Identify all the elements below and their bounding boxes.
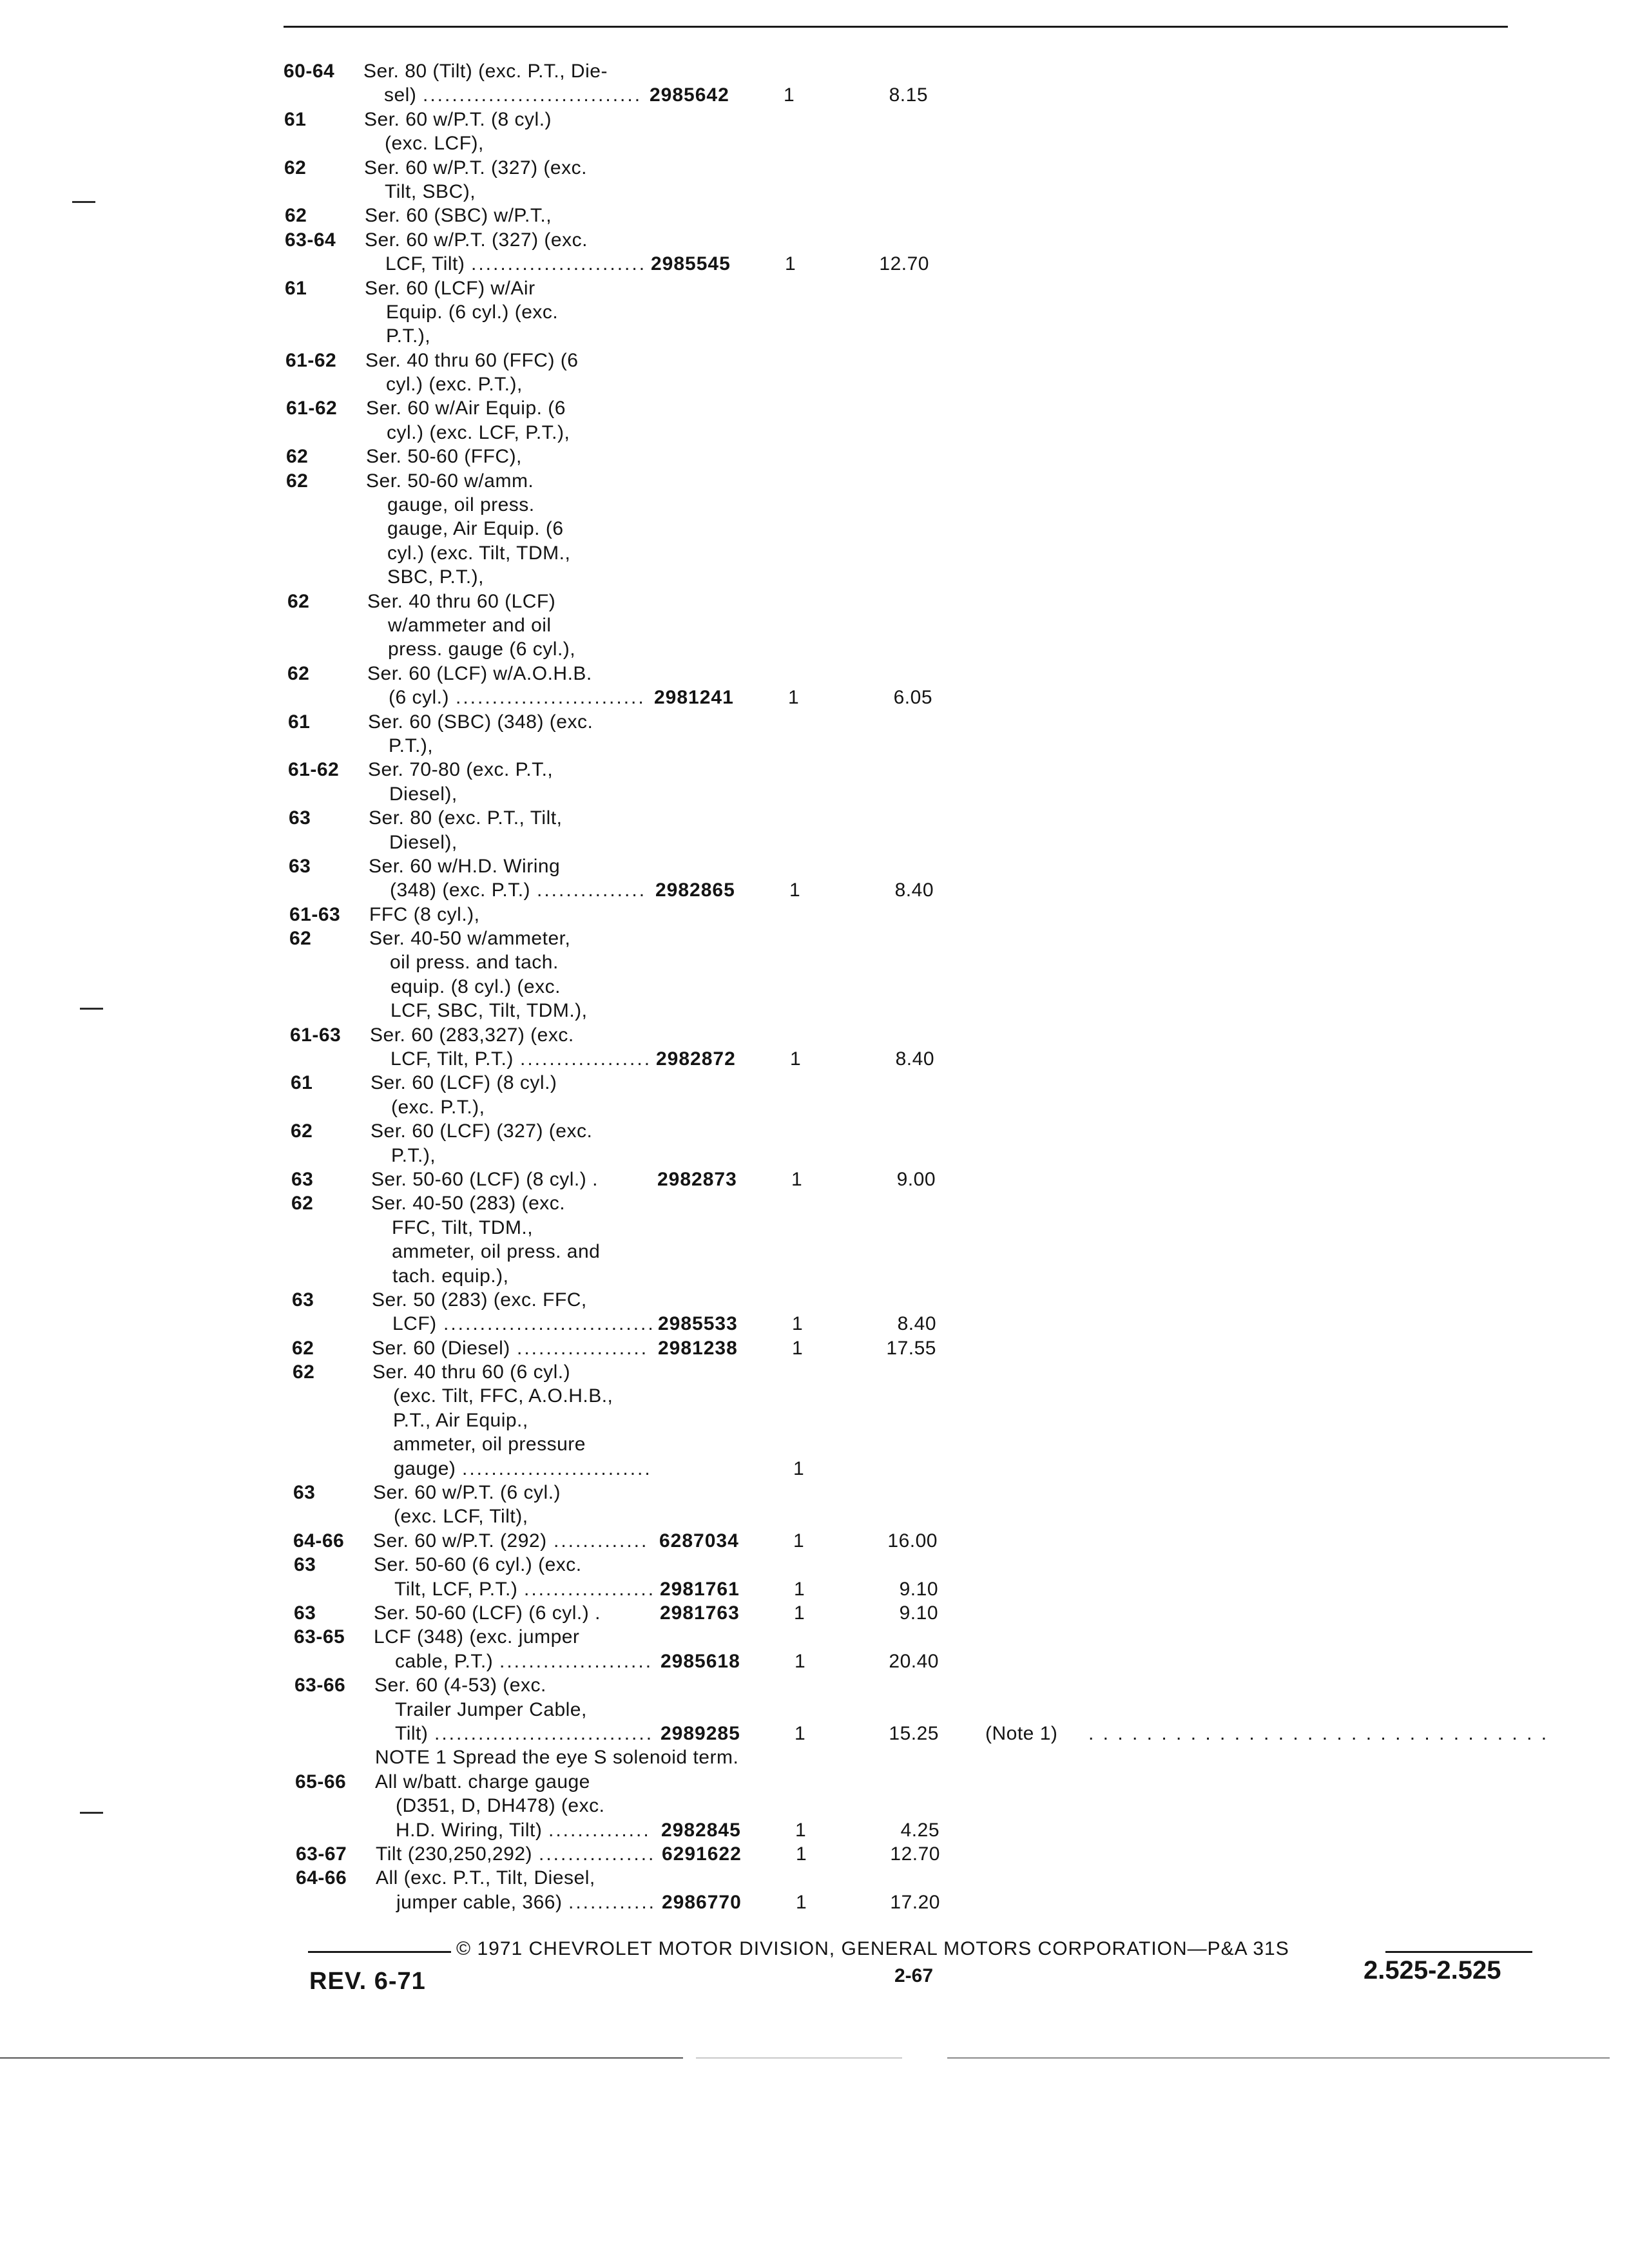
- list-item: [284, 903, 1572, 927]
- list-item: [284, 469, 1572, 493]
- application-description: Ser. 60 w/H.D. Wiring: [369, 855, 561, 877]
- application-description: Ser. 50-60 (LCF) (8 cyl.) .: [371, 1168, 598, 1190]
- application-description: ammeter, oil press. and: [392, 1241, 601, 1263]
- quantity: 1: [790, 1048, 802, 1070]
- part-number: 2981238: [658, 1337, 738, 1359]
- application-description: P.T.),: [386, 325, 431, 347]
- model-year: 61-62: [285, 349, 337, 371]
- application-description: (348) (exc. P.T.): [390, 879, 531, 901]
- list-item: [284, 927, 1572, 950]
- application-description: cyl.) (exc. Tilt, TDM.,: [387, 542, 571, 564]
- application-description: Ser. 50 (283) (exc. FFC,: [372, 1289, 587, 1311]
- application-description: LCF, Tilt, P.T.): [390, 1048, 514, 1070]
- list-item: [284, 565, 1572, 589]
- dot-leader: . . . . . . . . . . . . . . . . . . . . . . . . . . . . . . . .: [1088, 1722, 1549, 1744]
- list-item: [284, 1553, 1572, 1577]
- list-item: [284, 1601, 1572, 1625]
- list-item: [284, 1890, 1572, 1914]
- application-description: (6 cyl.): [389, 687, 449, 709]
- application-description: Ser. 80 (Tilt) (exc. P.T., Die-: [363, 61, 608, 82]
- application-description: Ser. 50-60 (6 cyl.) (exc.: [374, 1554, 582, 1576]
- application-description: Tilt (230,250,292): [376, 1843, 533, 1865]
- part-number: 6291622: [662, 1843, 742, 1865]
- list-item: [284, 1191, 1572, 1215]
- application-description: Ser. 60 w/P.T. (327) (exc.: [364, 157, 587, 178]
- application-description: gauge): [394, 1457, 456, 1479]
- part-number: 2982845: [661, 1819, 741, 1841]
- list-item: [284, 1264, 1572, 1288]
- model-year: 63: [294, 1602, 316, 1624]
- quantity: 1: [793, 1530, 805, 1552]
- list-item: [284, 831, 1572, 854]
- dot-leader: ............: [568, 1891, 657, 1913]
- application-description: ammeter, oil pressure: [393, 1434, 586, 1456]
- dot-leader: ..............................: [423, 84, 642, 106]
- dot-leader: ..........................: [462, 1457, 652, 1479]
- list-item: [284, 421, 1572, 445]
- footer-rule-left: [308, 1951, 451, 1953]
- list-item: [284, 349, 1572, 372]
- model-year: 63: [293, 1482, 316, 1504]
- model-year: 62: [286, 446, 309, 468]
- list-item: [284, 445, 1572, 468]
- application-description: P.T.),: [389, 735, 434, 756]
- application-description: Ser. 60 (SBC) (348) (exc.: [368, 711, 593, 733]
- model-year: 63: [291, 1168, 314, 1190]
- list-item: [284, 1625, 1572, 1649]
- application-description: SBC, P.T.),: [387, 566, 484, 588]
- section-number: 2.525-2.525: [1364, 1956, 1501, 1984]
- list-item: [284, 806, 1572, 830]
- list-item: [284, 1119, 1572, 1143]
- quantity: 1: [792, 1313, 804, 1335]
- dot-leader: ..........................: [456, 687, 646, 709]
- list-item: [284, 396, 1572, 420]
- margin-mark: [80, 1008, 103, 1010]
- part-number: 2981763: [660, 1602, 740, 1624]
- list-item: [284, 1432, 1572, 1456]
- model-year: 63: [294, 1554, 316, 1576]
- model-year: 63: [289, 855, 311, 877]
- list-price: 6.05: [893, 687, 932, 709]
- application-description: Equip. (6 cyl.) (exc.: [386, 301, 559, 323]
- quantity: 1: [792, 1337, 804, 1359]
- list-item: [284, 1312, 1572, 1336]
- list-item: [284, 1095, 1572, 1119]
- model-year: 63-64: [285, 229, 336, 251]
- list-price: 4.25: [900, 1819, 940, 1841]
- model-year: 63-66: [294, 1675, 346, 1696]
- list-price: 12.70: [890, 1843, 940, 1865]
- parts-listing: [284, 59, 1572, 1914]
- model-year: 62: [292, 1337, 314, 1359]
- list-item: [284, 252, 1572, 276]
- dot-leader: ..............................: [434, 1722, 654, 1744]
- bottom-scan-rule-faint: [696, 2057, 902, 2059]
- application-description: NOTE 1 Spread the eye S solenoid term.: [375, 1747, 739, 1769]
- application-description: Ser. 40-50 (283) (exc.: [371, 1193, 566, 1215]
- list-price: 15.25: [889, 1722, 939, 1744]
- list-item: [284, 83, 1572, 107]
- dot-leader: ...............: [537, 879, 647, 901]
- dot-leader: ..............: [548, 1819, 651, 1841]
- list-item: [284, 228, 1572, 252]
- part-number: 2985642: [650, 84, 729, 106]
- application-description: Tilt, SBC),: [385, 180, 476, 202]
- application-description: Ser. 50-60 (FFC),: [366, 446, 522, 468]
- list-item: [284, 1673, 1572, 1697]
- application-description: equip. (8 cyl.) (exc.: [390, 975, 561, 997]
- application-description: jumper cable, 366): [396, 1891, 563, 1913]
- list-item: [284, 131, 1572, 155]
- part-number: 2985545: [651, 253, 731, 275]
- application-description: Ser. 50-60 (LCF) (6 cyl.) .: [374, 1602, 601, 1624]
- list-item: [284, 686, 1572, 709]
- part-number: 2982873: [657, 1168, 737, 1190]
- list-item: [284, 637, 1572, 661]
- list-price: 9.10: [899, 1578, 938, 1600]
- quantity: 1: [795, 1819, 807, 1841]
- list-item: [284, 878, 1572, 902]
- list-price: 8.40: [894, 879, 934, 901]
- list-item: [284, 1240, 1572, 1264]
- model-year: 65-66: [295, 1771, 347, 1792]
- list-item: [284, 662, 1572, 686]
- part-number: 2982865: [655, 879, 735, 901]
- dot-leader: .....................: [499, 1650, 653, 1672]
- list-item: [284, 1794, 1572, 1818]
- list-item: [284, 1144, 1572, 1168]
- model-year: 62: [291, 1120, 313, 1142]
- model-year: 63-65: [294, 1626, 345, 1648]
- application-description: Ser. 60 (LCF) (327) (exc.: [371, 1120, 593, 1142]
- model-year: 62: [289, 928, 312, 950]
- application-description: Ser. 40 thru 60 (FFC) (6: [365, 349, 579, 371]
- top-rule: [284, 26, 1508, 28]
- quantity: 1: [796, 1843, 807, 1865]
- dot-leader: ..................: [520, 1048, 652, 1070]
- model-year: 62: [293, 1361, 315, 1383]
- list-item: [284, 517, 1572, 541]
- dot-leader: ........................: [471, 253, 647, 275]
- application-description: (exc. P.T.),: [391, 1096, 485, 1118]
- list-item: [284, 156, 1572, 180]
- list-item: [284, 204, 1572, 227]
- margin-mark: [72, 201, 95, 203]
- application-description: Ser. 60 (LCF) w/Air: [365, 277, 535, 299]
- list-item: [284, 999, 1572, 1023]
- list-item: [284, 1408, 1572, 1432]
- list-item: [284, 1360, 1572, 1384]
- list-price: 9.10: [899, 1602, 938, 1624]
- quantity: 1: [791, 1168, 803, 1190]
- application-description: Tilt): [395, 1722, 429, 1744]
- dot-leader: ..................: [524, 1578, 656, 1600]
- list-item: [284, 180, 1572, 204]
- list-item: [284, 1288, 1572, 1312]
- quantity: 1: [789, 879, 801, 901]
- model-year: 62: [285, 205, 307, 227]
- application-description: Ser. 60 w/Air Equip. (6: [366, 398, 566, 419]
- list-price: 17.20: [890, 1891, 940, 1913]
- application-description: Trailer Jumper Cable,: [395, 1698, 587, 1720]
- list-item: [284, 613, 1572, 637]
- application-description: LCF, SBC, Tilt, TDM.),: [390, 1000, 588, 1022]
- list-item: [284, 1071, 1572, 1095]
- list-item: [284, 710, 1572, 734]
- revision-label: REV. 6-71: [309, 1968, 426, 1995]
- part-number: 2982872: [656, 1048, 736, 1070]
- application-description: sel): [384, 84, 417, 106]
- quantity: 1: [788, 687, 800, 709]
- application-description: Diesel),: [389, 831, 458, 853]
- list-price: 12.70: [879, 253, 929, 275]
- application-description: Ser. 40 thru 60 (LCF): [367, 590, 556, 612]
- list-item: [284, 1698, 1572, 1722]
- application-description: cable, P.T.): [395, 1650, 494, 1672]
- application-description: Ser. 50-60 w/amm.: [366, 470, 534, 492]
- application-description: Ser. 40-50 w/ammeter,: [369, 928, 571, 950]
- application-description: Ser. 70-80 (exc. P.T.,: [368, 759, 554, 781]
- part-number: 2985533: [658, 1313, 738, 1335]
- list-item: [284, 950, 1572, 974]
- application-description: (exc. Tilt, FFC, A.O.H.B.,: [393, 1385, 613, 1407]
- quantity: 1: [795, 1722, 806, 1744]
- list-item: [284, 493, 1572, 517]
- application-description: cyl.) (exc. P.T.),: [386, 374, 523, 396]
- application-description: (exc. LCF),: [385, 133, 484, 155]
- model-year: 60-64: [284, 61, 335, 82]
- application-description: gauge, Air Equip. (6: [387, 518, 564, 540]
- application-description: Ser. 60 (LCF) (8 cyl.): [371, 1072, 557, 1094]
- application-description: P.T., Air Equip.,: [393, 1409, 528, 1431]
- list-item: [284, 541, 1572, 565]
- list-item: [284, 1842, 1572, 1866]
- page-number: 2-67: [894, 1965, 934, 1986]
- list-item: [284, 734, 1572, 758]
- list-item: [284, 1770, 1572, 1794]
- quantity: 1: [794, 1602, 805, 1624]
- application-description: tach. equip.),: [392, 1265, 509, 1287]
- application-description: Ser. 40 thru 60 (6 cyl.): [372, 1361, 571, 1383]
- model-year: 61: [284, 108, 307, 130]
- dot-leader: .............: [554, 1530, 649, 1552]
- model-year: 61-63: [290, 1024, 342, 1046]
- list-price: 8.15: [889, 84, 928, 106]
- model-year: 61: [285, 277, 307, 299]
- list-item: [284, 276, 1572, 300]
- copyright-line: © 1971 CHEVROLET MOTOR DIVISION, GENERAL MOTORS CORPORATION—P&A 31S: [456, 1938, 1289, 1959]
- list-item: [284, 1047, 1572, 1071]
- application-description: Tilt, LCF, P.T.): [394, 1578, 518, 1600]
- dot-leader: ................: [539, 1843, 656, 1865]
- list-item: [284, 1818, 1572, 1842]
- application-description: Ser. 60 (SBC) w/P.T.,: [365, 205, 552, 227]
- list-price: 8.40: [895, 1048, 934, 1070]
- list-item: [284, 1168, 1572, 1191]
- model-year: 62: [284, 157, 307, 178]
- application-description: Ser. 60 w/P.T. (6 cyl.): [373, 1482, 561, 1504]
- model-year: 62: [287, 590, 310, 612]
- quantity: 1: [785, 253, 796, 275]
- application-description: Ser. 60 (Diesel): [372, 1337, 510, 1359]
- model-year: 63-67: [296, 1843, 347, 1865]
- dot-leader: .............................: [443, 1313, 655, 1335]
- list-item: [284, 782, 1572, 806]
- list-item: [284, 758, 1572, 782]
- list-item: [284, 1216, 1572, 1240]
- application-description: Diesel),: [389, 783, 458, 805]
- model-year: 61-62: [286, 398, 338, 419]
- application-description: (exc. LCF, Tilt),: [394, 1506, 528, 1528]
- application-description: Ser. 60 (283,327) (exc.: [370, 1024, 574, 1046]
- application-description: FFC (8 cyl.),: [369, 903, 480, 925]
- application-description: w/ammeter and oil: [388, 614, 552, 636]
- model-year: 61-62: [288, 759, 340, 781]
- list-item: [284, 108, 1572, 131]
- list-item: [284, 372, 1572, 396]
- application-description: (D351, D, DH478) (exc.: [396, 1795, 605, 1817]
- application-description: LCF): [392, 1313, 437, 1335]
- application-description: Ser. 60 w/P.T. (292): [373, 1530, 547, 1552]
- application-description: press. gauge (6 cyl.),: [388, 639, 576, 660]
- list-item: [284, 1504, 1572, 1528]
- application-description: P.T.),: [391, 1144, 436, 1166]
- list-price: 16.00: [887, 1530, 938, 1552]
- list-item: [284, 1529, 1572, 1553]
- model-year: 61: [291, 1072, 313, 1094]
- quantity: 1: [793, 1457, 805, 1479]
- quantity: 1: [784, 84, 795, 106]
- list-item: [284, 1649, 1572, 1673]
- quantity: 1: [795, 1650, 806, 1672]
- model-year: 62: [291, 1193, 314, 1215]
- list-price: 20.40: [889, 1650, 939, 1672]
- list-item: [284, 324, 1572, 348]
- application-description: Ser. 80 (exc. P.T., Tilt,: [369, 807, 563, 829]
- list-item: [284, 300, 1572, 324]
- margin-mark: [80, 1812, 103, 1814]
- part-number: 6287034: [659, 1530, 739, 1552]
- application-description: LCF (348) (exc. jumper: [374, 1626, 580, 1648]
- list-item: [284, 1722, 1572, 1745]
- list-item: [284, 1745, 1572, 1769]
- list-item: [284, 1481, 1572, 1504]
- application-description: Ser. 60 (LCF) w/A.O.H.B.: [367, 662, 592, 684]
- list-item: [284, 854, 1572, 878]
- list-price: 8.40: [897, 1313, 936, 1335]
- application-description: FFC, Tilt, TDM.,: [392, 1216, 534, 1238]
- bottom-scan-rule-faint: [947, 2057, 1610, 2059]
- list-price: 9.00: [896, 1168, 936, 1190]
- model-year: 64-66: [296, 1867, 347, 1889]
- application-description: Ser. 60 (4-53) (exc.: [374, 1675, 546, 1696]
- list-item: [284, 59, 1572, 83]
- model-year: 63: [289, 807, 311, 829]
- model-year: 62: [286, 470, 309, 492]
- list-item: [284, 1457, 1572, 1481]
- model-year: 61: [288, 711, 311, 733]
- part-number: 2986770: [662, 1891, 742, 1913]
- list-item: [284, 1336, 1572, 1360]
- list-item: [284, 590, 1572, 613]
- application-description: Ser. 60 w/P.T. (327) (exc.: [365, 229, 588, 251]
- part-number: 2985618: [660, 1650, 740, 1672]
- application-description: LCF, Tilt): [385, 253, 465, 275]
- part-number: 2981761: [660, 1578, 740, 1600]
- list-item: [284, 1023, 1572, 1047]
- model-year: 63: [292, 1289, 314, 1311]
- note-reference: (Note 1): [985, 1722, 1058, 1744]
- list-item: [284, 1866, 1572, 1890]
- quantity: 1: [796, 1891, 807, 1913]
- application-description: cyl.) (exc. LCF, P.T.),: [387, 421, 570, 443]
- list-item: [284, 1577, 1572, 1601]
- dot-leader: ..................: [517, 1337, 649, 1359]
- quantity: 1: [794, 1578, 805, 1600]
- model-year: 62: [287, 662, 310, 684]
- footer-rule-right: [1385, 1951, 1532, 1953]
- part-number: 2981241: [654, 687, 734, 709]
- application-description: All (exc. P.T., Tilt, Diesel,: [376, 1867, 595, 1889]
- list-price: 17.55: [886, 1337, 936, 1359]
- application-description: oil press. and tach.: [390, 952, 559, 974]
- model-year: 64-66: [293, 1530, 345, 1552]
- application-description: gauge, oil press.: [387, 494, 535, 516]
- part-number: 2989285: [660, 1722, 740, 1744]
- model-year: 61-63: [289, 903, 341, 925]
- bottom-scan-rule: [0, 2057, 683, 2059]
- list-item: [284, 1384, 1572, 1408]
- application-description: H.D. Wiring, Tilt): [396, 1819, 543, 1841]
- list-item: [284, 975, 1572, 999]
- application-description: Ser. 60 w/P.T. (8 cyl.): [364, 108, 552, 130]
- application-description: All w/batt. charge gauge: [375, 1771, 590, 1792]
